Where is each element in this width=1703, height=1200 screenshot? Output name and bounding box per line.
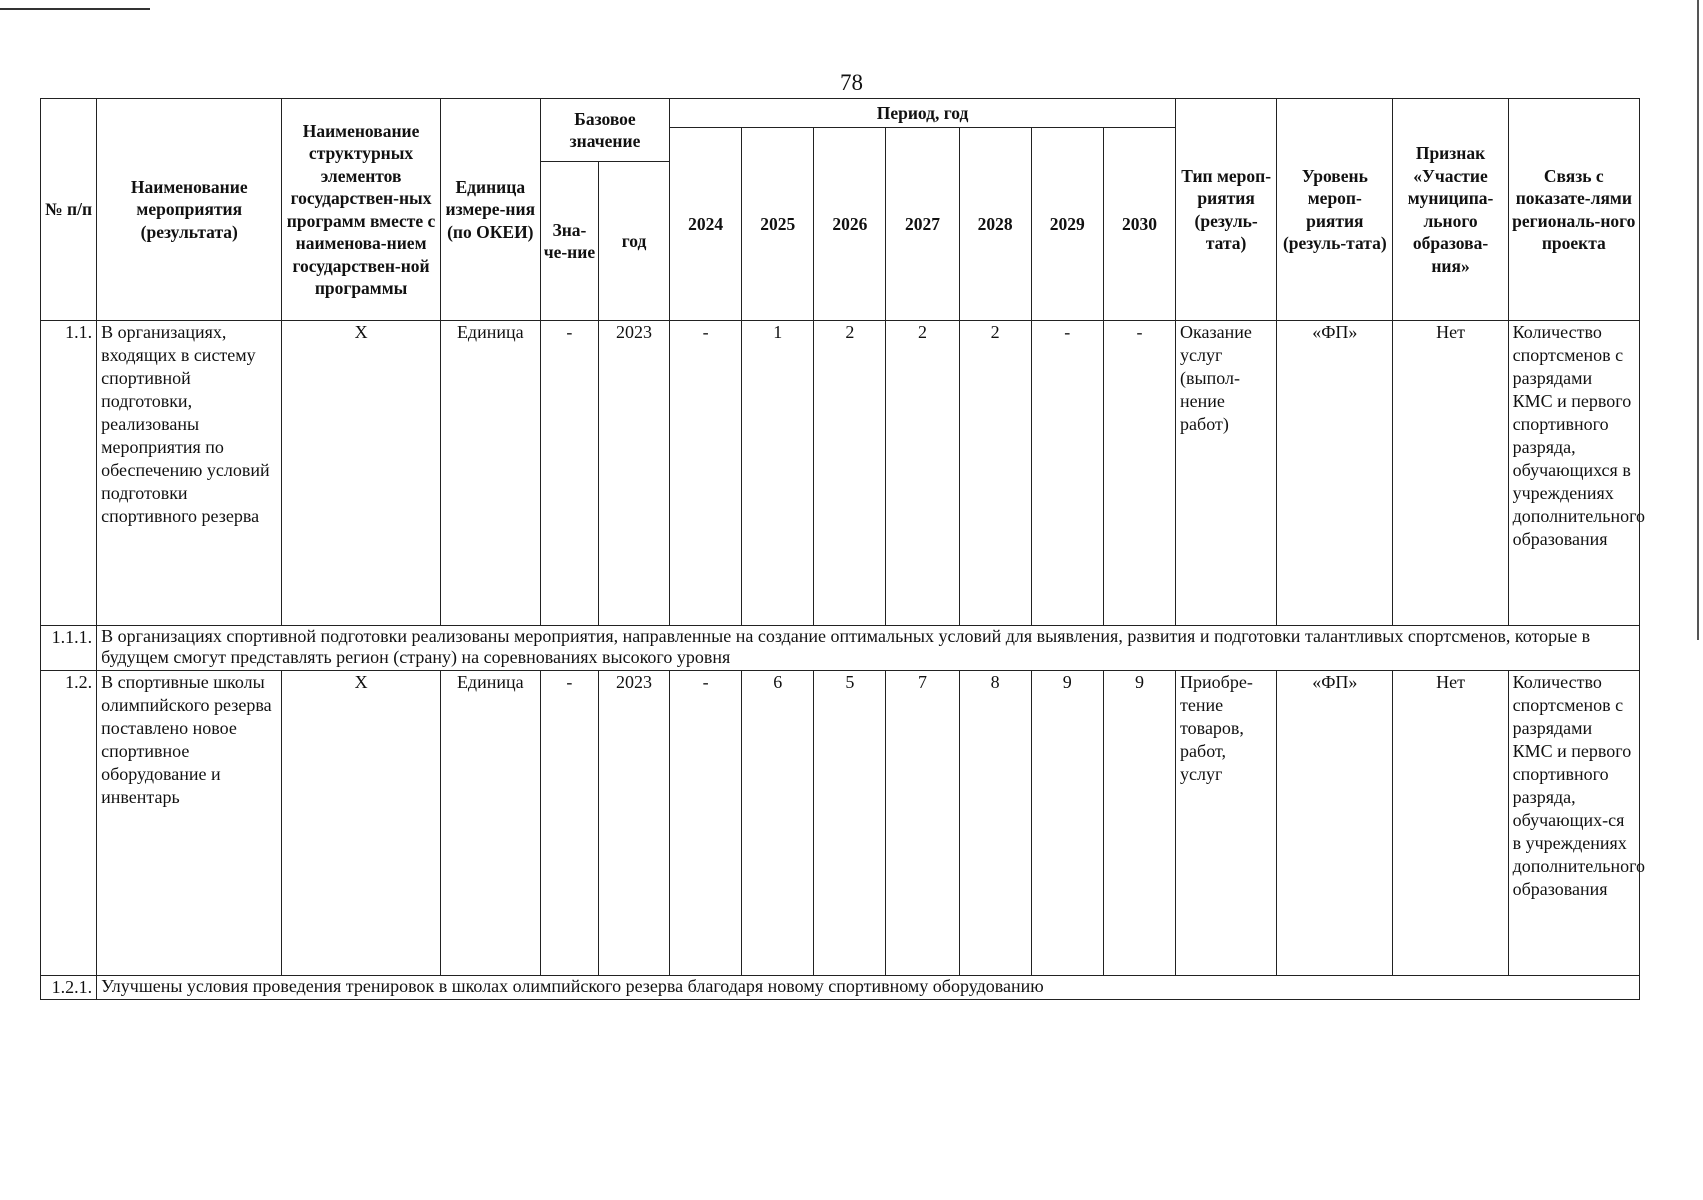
row-value-2024: -	[670, 321, 742, 626]
row-municipal: Нет	[1393, 671, 1508, 976]
scan-edge-mark	[0, 8, 150, 10]
table-row	[41, 671, 1640, 976]
row-value-2030: 9	[1103, 671, 1175, 976]
header-year-2025: 2025	[742, 128, 814, 321]
row-base-value: -	[540, 321, 598, 626]
row-value-2025: 1	[742, 321, 814, 626]
row-value-2025: 6	[742, 671, 814, 976]
header-year-2028: 2028	[959, 128, 1031, 321]
row-value-2026: 2	[814, 321, 886, 626]
header-link: Связь с показате-лями региональ-ного проекта	[1508, 99, 1639, 321]
row-value-2030: -	[1103, 321, 1175, 626]
header-row	[41, 99, 1640, 128]
header-base-year: год	[598, 162, 669, 321]
header-year-2026: 2026	[814, 128, 886, 321]
row-unit: Единица	[440, 671, 540, 976]
row-number: 1.1.1.	[41, 626, 97, 671]
row-municipal: Нет	[1393, 321, 1508, 626]
row-type: Оказание услуг (выпол-нение работ)	[1176, 321, 1277, 626]
header-base-value: Зна-че-ние	[540, 162, 598, 321]
row-number: 1.2.	[41, 671, 97, 976]
row-name: В организациях, входящих в систему спортивной подготовки, реализованы мероприятия по обеспечению условий подготовки спортивного резерва	[97, 321, 282, 626]
row-base-year: 2023	[598, 321, 669, 626]
row-value-2029: -	[1031, 321, 1103, 626]
header-num: № п/п	[41, 99, 97, 321]
row-structural: X	[282, 671, 440, 976]
table-row	[41, 321, 1640, 626]
row-base-value: -	[540, 671, 598, 976]
row-link: Количество спортсменов с разрядами КМС и первого спортивного разряда, обучающихся в учреждениях дополнительного образования	[1508, 321, 1639, 626]
header-year-2030: 2030	[1103, 128, 1175, 321]
row-number: 1.1.	[41, 321, 97, 626]
header-structural: Наименование структурных элементов государствен-ных программ вместе с наименова-нием государствен-ной программы	[282, 99, 440, 321]
header-year-2024: 2024	[670, 128, 742, 321]
row-type: Приобре-тение товаров, работ, услуг	[1176, 671, 1277, 976]
row-value-2026: 5	[814, 671, 886, 976]
header-unit: Единица измере-ния (по ОКЕИ)	[440, 99, 540, 321]
row-value-2024: -	[670, 671, 742, 976]
row-level: «ФП»	[1277, 321, 1393, 626]
table-row	[41, 626, 1640, 671]
header-type: Тип мероп-риятия (резуль-тата)	[1176, 99, 1277, 321]
row-value-2029: 9	[1031, 671, 1103, 976]
header-year-2029: 2029	[1031, 128, 1103, 321]
row-structural: X	[282, 321, 440, 626]
row-name: В спортивные школы олимпийского резерва поставлено новое спортивное оборудование и инвентарь	[97, 671, 282, 976]
header-base-group: Базовое значение	[540, 99, 669, 162]
row-value-2028: 2	[959, 321, 1031, 626]
header-municipal: Признак «Участие муниципа-льного образова-ния»	[1393, 99, 1508, 321]
row-level: «ФП»	[1277, 671, 1393, 976]
scan-edge-mark	[1697, 0, 1699, 640]
header-name: Наименование мероприятия (результата)	[97, 99, 282, 321]
header-year-2027: 2027	[886, 128, 959, 321]
row-value-2028: 8	[959, 671, 1031, 976]
row-link: Количество спортсменов с разрядами КМС и первого спортивного разряда, обучающих-ся в учреждениях дополнительного образования	[1508, 671, 1639, 976]
table-row	[41, 976, 1640, 1000]
header-period-group: Период, год	[670, 99, 1176, 128]
row-base-year: 2023	[598, 671, 669, 976]
header-level: Уровень мероп-риятия (резуль-тата)	[1277, 99, 1393, 321]
activities-table	[40, 98, 1646, 1000]
row-value-2027: 7	[886, 671, 959, 976]
row-number: 1.2.1.	[41, 976, 97, 1000]
row-result-description: Улучшены условия проведения тренировок в школах олимпийского резерва благодаря новому спортивному оборудованию	[97, 976, 1640, 1000]
row-unit: Единица	[440, 321, 540, 626]
row-value-2027: 2	[886, 321, 959, 626]
row-result-description: В организациях спортивной подготовки реализованы мероприятия, направленные на создание оптимальных условий для выявления, развития и подготовки талантливых спортсменов, которые в будущем смогут представлять регион (страну) на соревнованиях высокого уровня	[97, 626, 1640, 671]
page-number: 78	[840, 70, 863, 95]
